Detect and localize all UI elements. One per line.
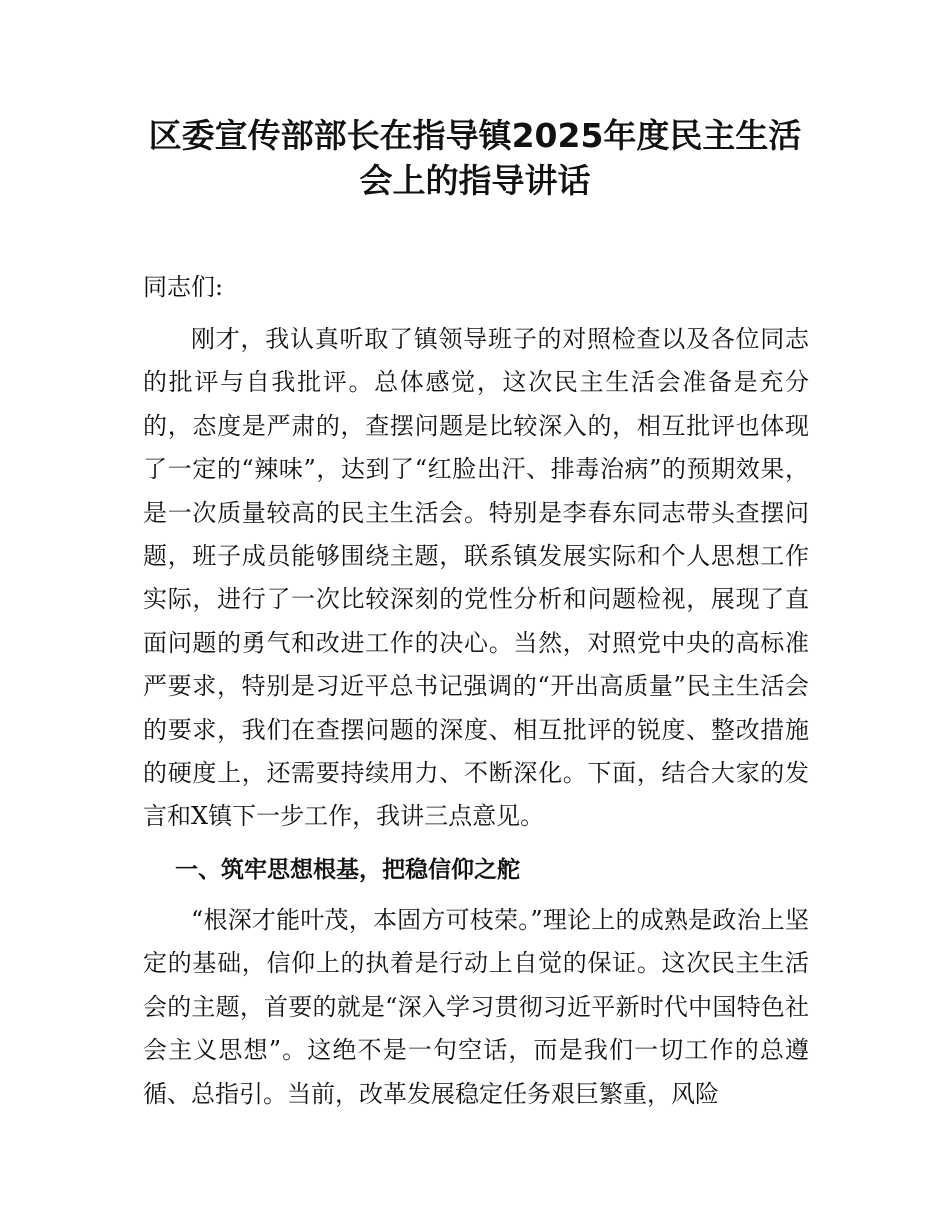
salutation: 同志们:: [143, 273, 224, 301]
document-title-line-1: 区委宣传部部长在指导镇2025年度民主生活: [148, 116, 802, 155]
section-1-paragraph: “根深才能叶茂，本固方可枝荣。”理论上的成熟是政治上坚定的基础，信仰上的执着是行动上自觉的保证。这次民主生活会的主题，首要的就是“深入学习贯彻习近平新时代中国特色社会主义思想”。这绝不是一句空话，而是我们一切工作的总遵循、总指引。当前，改革发展稳定任务艰巨繁重，风险: [143, 906, 809, 1108]
section-1-heading: 一、筑牢思想根基，把稳信仰之舵: [175, 857, 520, 883]
document-title-line-2: 会上的指导讲话: [359, 161, 591, 200]
opening-paragraph: 刚才，我认真听取了镇领导班子的对照检查以及各位同志的批评与自我批评。总体感觉，这次民主生活会准备是充分的，态度是严肃的，查摆问题是比较深入的，相互批评也体现了一定的“辣味”，达到了“红脸出汗、排毒治病”的预期效果，是一次质量较高的民主生活会。特别是李春东同志带头查摆问题，班子成员能够围绕主题，联系镇发展实际和个人思想工作实际，进行了一次比较深刻的党性分析和问题检视，展现了直面问题的勇气和改进工作的决心。当然，对照党中央的高标准严要求，特别是习近平总书记强调的“开出高质量”民主生活会的要求，我们在查摆问题的深度、相互批评的锐度、整改措施的硬度上，还需要持续用力、不断深化。下面，结合大家的发言和X镇下一步工作，我讲三点意见。: [143, 325, 809, 831]
